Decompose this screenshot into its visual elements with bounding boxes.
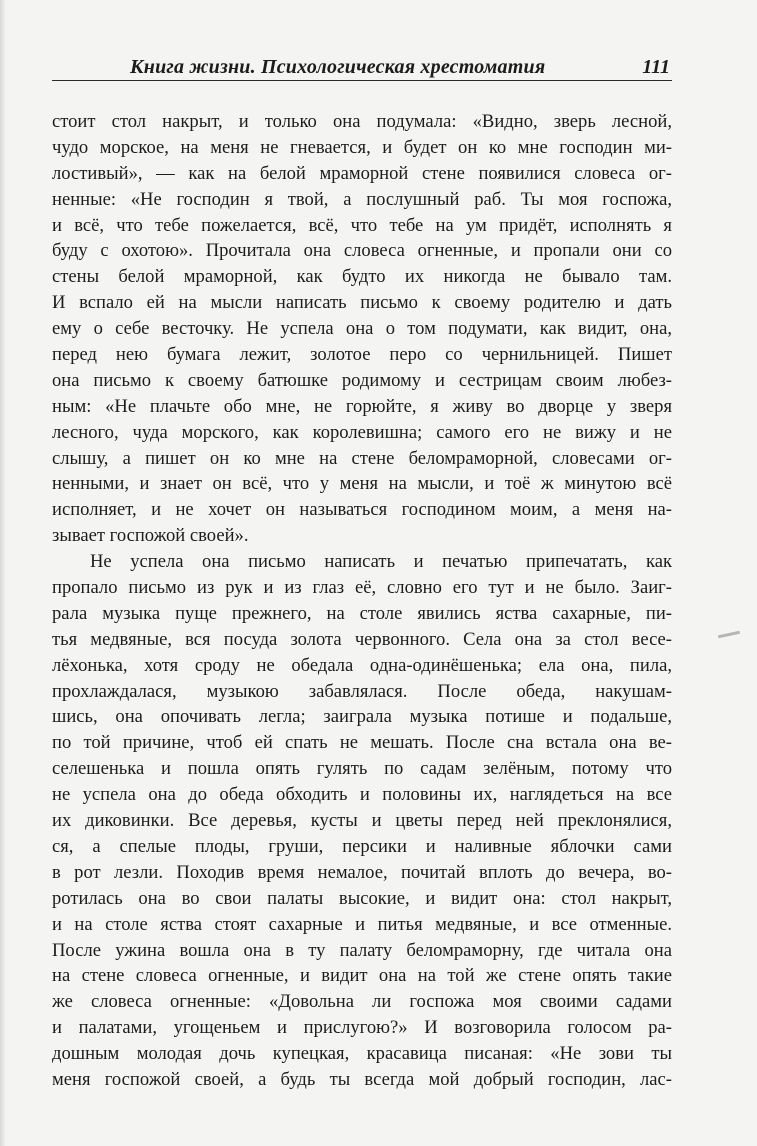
- text-line: чудо морское, на меня не гневается, и будет он ко мне господин ми-: [52, 136, 672, 158]
- text-line: их диковинки. Все деревья, кусты и цветы перед ней преклонялися,: [52, 810, 672, 832]
- text-line: дошным молодая дочь купецкая, красавица писаная: «Не зови ты: [52, 1043, 672, 1065]
- text-line: лёхонька, хотя сроду не обедала одна-одинёшенька; ела она, пила,: [52, 654, 672, 676]
- text-line: ему о себе весточку. Не успела она о том подумати, как видит, она,: [52, 318, 672, 340]
- header-title: Книга жизни. Психологическая хрестоматия: [130, 56, 546, 78]
- text-line: и палатами, угощеньем и прислугою?» И возговорила голосом ра-: [52, 1017, 672, 1039]
- text-line: ным: «Не плачьте обо мне, не горюйте, я живу во дворце у зверя: [52, 395, 672, 417]
- text-line: ротилась она во свои палаты высокие, и видит она: стол накрыт,: [52, 887, 672, 909]
- text-line: она письмо к своему батюшке родимому и сестрицам своим любез-: [52, 369, 672, 391]
- text-line: не успела она до обеда обходить и половины их, наглядеться на все: [52, 784, 672, 806]
- text-line: стоит стол накрыт, и только она подумала: «Видно, зверь лесной,: [52, 111, 672, 132]
- text-line: ненными, и знает он всё, что у меня на мысли, и тоё ж минутою всё: [52, 473, 672, 495]
- text-line: по той причине, чтоб ей спать не мешать. После сна встала она ве-: [52, 732, 672, 754]
- text-line: и всё, что тебе пожелается, всё, что тебе на ум придёт, исполнять я: [52, 214, 672, 236]
- text-line: буду с охотою». Прочитала она словеса огненные, и пропали они со: [52, 240, 672, 262]
- scan-smudge-mark: [718, 631, 740, 639]
- text-line: в рот лезли. Походив время немалое, почитай вплоть до вечера, во-: [52, 861, 672, 883]
- text-line: тья медвяные, вся посуда золота червонного. Села она за стол весе-: [52, 628, 672, 650]
- text-line: зывает госпожой своей».: [52, 525, 249, 547]
- running-header: [52, 52, 672, 81]
- text-line: на стене словеса огненные, и видит она на той же стене опять такие: [52, 965, 672, 987]
- text-line: меня госпожой своей, а будь ты всегда мой добрый господин, лас-: [52, 1068, 672, 1090]
- text-line: И вспало ей на мысли написать письмо к своему родителю и дать: [52, 292, 672, 314]
- text-line: ся, а спелые плоды, груши, персики и наливные яблочки сами: [52, 835, 672, 857]
- text-line: лостивый», — как на белой мраморной стене появилися словеса ог-: [52, 162, 672, 184]
- text-line: стены белой мраморной, как будто их никогда не бывало там.: [52, 266, 672, 288]
- body-text: [52, 109, 672, 1093]
- paragraph-start-line: Не успела она письмо написать и печатью припечатать, как: [90, 551, 672, 573]
- text-line: шись, она опочивать легла; заиграла музыка потише и подальше,: [52, 706, 672, 728]
- page-gutter-shadow: [0, 0, 6, 1146]
- text-line: ненные: «Не господин я твой, а послушный раб. Ты моя госпожа,: [52, 188, 672, 210]
- text-line: слышу, а пишет он ко мне на стене беломраморной, словесами ог-: [52, 447, 672, 469]
- page-number: 111: [642, 56, 670, 78]
- text-line: рала музыка пуще прежнего, на столе явились яства сахарные, пи-: [52, 602, 672, 624]
- text-line: После ужина вошла она в ту палату беломраморну, где читала она: [52, 939, 672, 961]
- text-line: же словеса огненные: «Довольна ли госпожа моя своими садами: [52, 991, 672, 1013]
- text-line: селешенька и пошла опять гулять по садам зелёным, потому что: [52, 758, 672, 780]
- text-line: пропало письмо из рук и из глаз её, словно его тут и не было. Заиг-: [52, 577, 672, 599]
- text-line: прохлаждалася, музыкою забавлялася. После обеда, накушам-: [52, 680, 672, 702]
- text-line: лесного, чуда морского, как королевишна; самого его не вижу и не: [52, 421, 672, 443]
- text-line: перед нею бумага лежит, золотое перо со чернильницей. Пишет: [52, 344, 672, 366]
- text-line: и на столе яства стоят сахарные и питья медвяные, и все отменные.: [52, 913, 672, 935]
- text-line: исполняет, и не хочет он называться господином моим, а меня на-: [52, 499, 672, 521]
